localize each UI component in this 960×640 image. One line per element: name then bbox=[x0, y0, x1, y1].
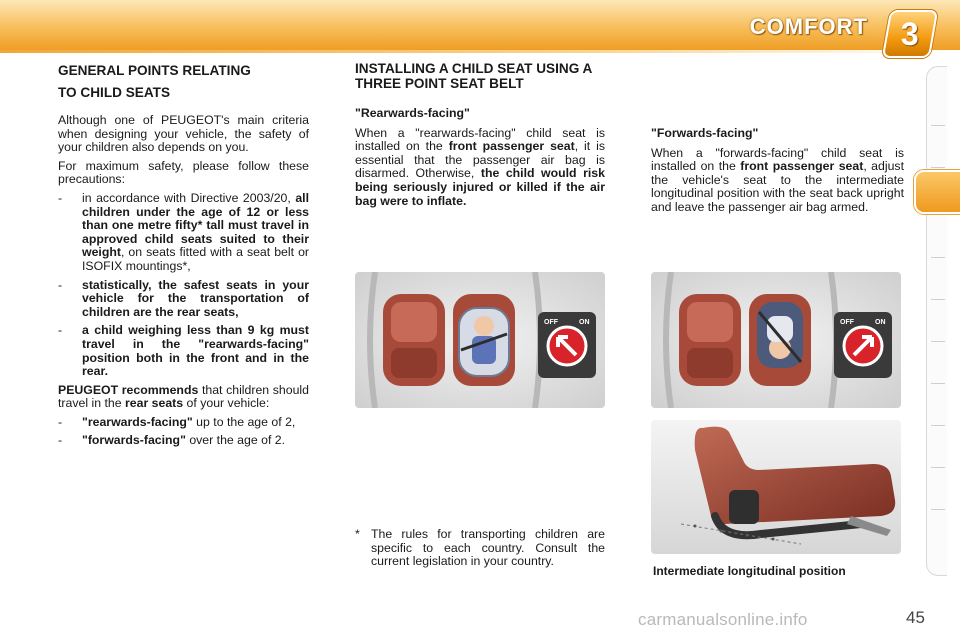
list-item bbox=[58, 324, 309, 378]
tab-notch bbox=[931, 425, 945, 426]
list-dash: - bbox=[58, 277, 63, 292]
list-dash: - bbox=[58, 433, 63, 448]
list-item bbox=[58, 434, 309, 448]
chapter-number: 3 bbox=[901, 15, 919, 52]
tab-notch bbox=[931, 383, 945, 384]
tab-notch bbox=[931, 167, 945, 168]
list-dash: - bbox=[58, 414, 63, 429]
watermark: carmanualsonline.info bbox=[638, 610, 808, 629]
precautions-paragraph: For maximum safety, please follow these precautions: bbox=[58, 158, 309, 187]
seat-position-caption: Intermediate longitudinal position bbox=[653, 564, 846, 578]
bold-text: "rearwards-facing" bbox=[82, 414, 193, 429]
bold-text: front passenger seat bbox=[448, 139, 575, 154]
text: , it is essential that the passenger air bag is disarmed. Otherwise, bbox=[355, 139, 605, 181]
bold-text: all children under the age of 12 or less than one metre fifty* tall must travel in approved child seats suited to their weight bbox=[82, 190, 309, 260]
bold-text: the child would risk being seriously injured or killed if the air bag were to inflate. bbox=[355, 166, 605, 208]
tab-notch bbox=[931, 299, 945, 300]
forwards-seat-illustration bbox=[651, 272, 901, 408]
tab-notch bbox=[931, 257, 945, 258]
subheading-forwards: "Forwards-facing" bbox=[651, 126, 759, 140]
list-dash: - bbox=[58, 190, 63, 205]
chapter-number-badge bbox=[882, 10, 938, 58]
footnote-item bbox=[355, 528, 605, 569]
list-dash: - bbox=[58, 323, 63, 338]
forwards-paragraph bbox=[651, 147, 904, 215]
intro-paragraph: Although one of PEUGEOT's main criteria when designing your vehicle, the safety of your children also depends on you. bbox=[58, 113, 309, 155]
bold-text: statistically, the safest seats in your vehicle for the transportation of children are the rear seats, bbox=[82, 277, 309, 319]
recommendation-paragraph bbox=[58, 384, 309, 411]
page-number: 45 bbox=[906, 608, 925, 627]
switch-off-label: OFF bbox=[544, 319, 558, 326]
chapter-title: COMFORT bbox=[749, 14, 868, 39]
footnote-mark: * bbox=[355, 527, 360, 541]
list-item bbox=[58, 416, 309, 430]
bold-text: a child weighing less than 9 kg must travel in the "rearwards-facing" position both in the front and in the rear. bbox=[82, 323, 309, 379]
rearwards-seat-illustration bbox=[355, 272, 605, 408]
chapter-tab-strip bbox=[926, 66, 947, 576]
seat-position-illustration bbox=[651, 420, 901, 554]
bold-text: front passenger seat bbox=[740, 159, 864, 174]
tab-notch bbox=[931, 509, 945, 510]
tab-notch bbox=[931, 467, 945, 468]
bold-text: "forwards-facing" bbox=[82, 433, 186, 448]
text: When a "rearwards-facing" child seat is installed on the bbox=[355, 125, 605, 154]
heading-installing: INSTALLING A CHILD SEAT USING A THREE POINT SEAT BELT bbox=[355, 61, 592, 91]
switch-on-label: ON bbox=[579, 319, 590, 326]
bold-text: PEUGEOT recommends bbox=[58, 382, 199, 397]
chapter-tab-active[interactable] bbox=[914, 170, 960, 214]
text: of your vehicle: bbox=[183, 396, 270, 411]
text: , adjust the vehicle's seat to the intermediate longitudinal position with the seat back upright and leave the passenger air bag armed. bbox=[651, 159, 904, 214]
text: , on seats fitted with a seat belt or ISOFIX mountings*, bbox=[82, 245, 309, 273]
tab-notch bbox=[931, 341, 945, 342]
column-general-points bbox=[58, 62, 309, 453]
column-forwards bbox=[651, 127, 904, 220]
heading-line-1: GENERAL POINTS RELATING bbox=[58, 63, 251, 78]
text: that children should travel in the bbox=[58, 382, 310, 411]
list-item bbox=[58, 279, 309, 320]
header-rule bbox=[0, 50, 960, 53]
text: up to the age of 2, bbox=[192, 414, 296, 429]
subheading-rearwards: "Rearwards-facing" bbox=[355, 106, 470, 120]
column-installing bbox=[355, 62, 605, 213]
list-item bbox=[58, 192, 309, 274]
footnote bbox=[355, 528, 605, 574]
text: When a "forwards-facing" child seat is installed on the bbox=[651, 145, 904, 174]
footnote-text: The rules for transporting children are specific to each country. Consult the current legislation in your country. bbox=[371, 527, 605, 569]
rearwards-paragraph bbox=[355, 127, 605, 209]
heading-general-points bbox=[58, 62, 309, 102]
text: in accordance with Directive 2003/20, bbox=[82, 190, 296, 205]
switch-off-label: OFF bbox=[840, 319, 854, 326]
tab-notch bbox=[931, 125, 945, 126]
switch-on-label: ON bbox=[875, 319, 886, 326]
heading-line-2: TO CHILD SEATS bbox=[58, 85, 171, 100]
text: over the age of 2. bbox=[185, 433, 286, 448]
bold-text: rear seats bbox=[125, 396, 184, 411]
